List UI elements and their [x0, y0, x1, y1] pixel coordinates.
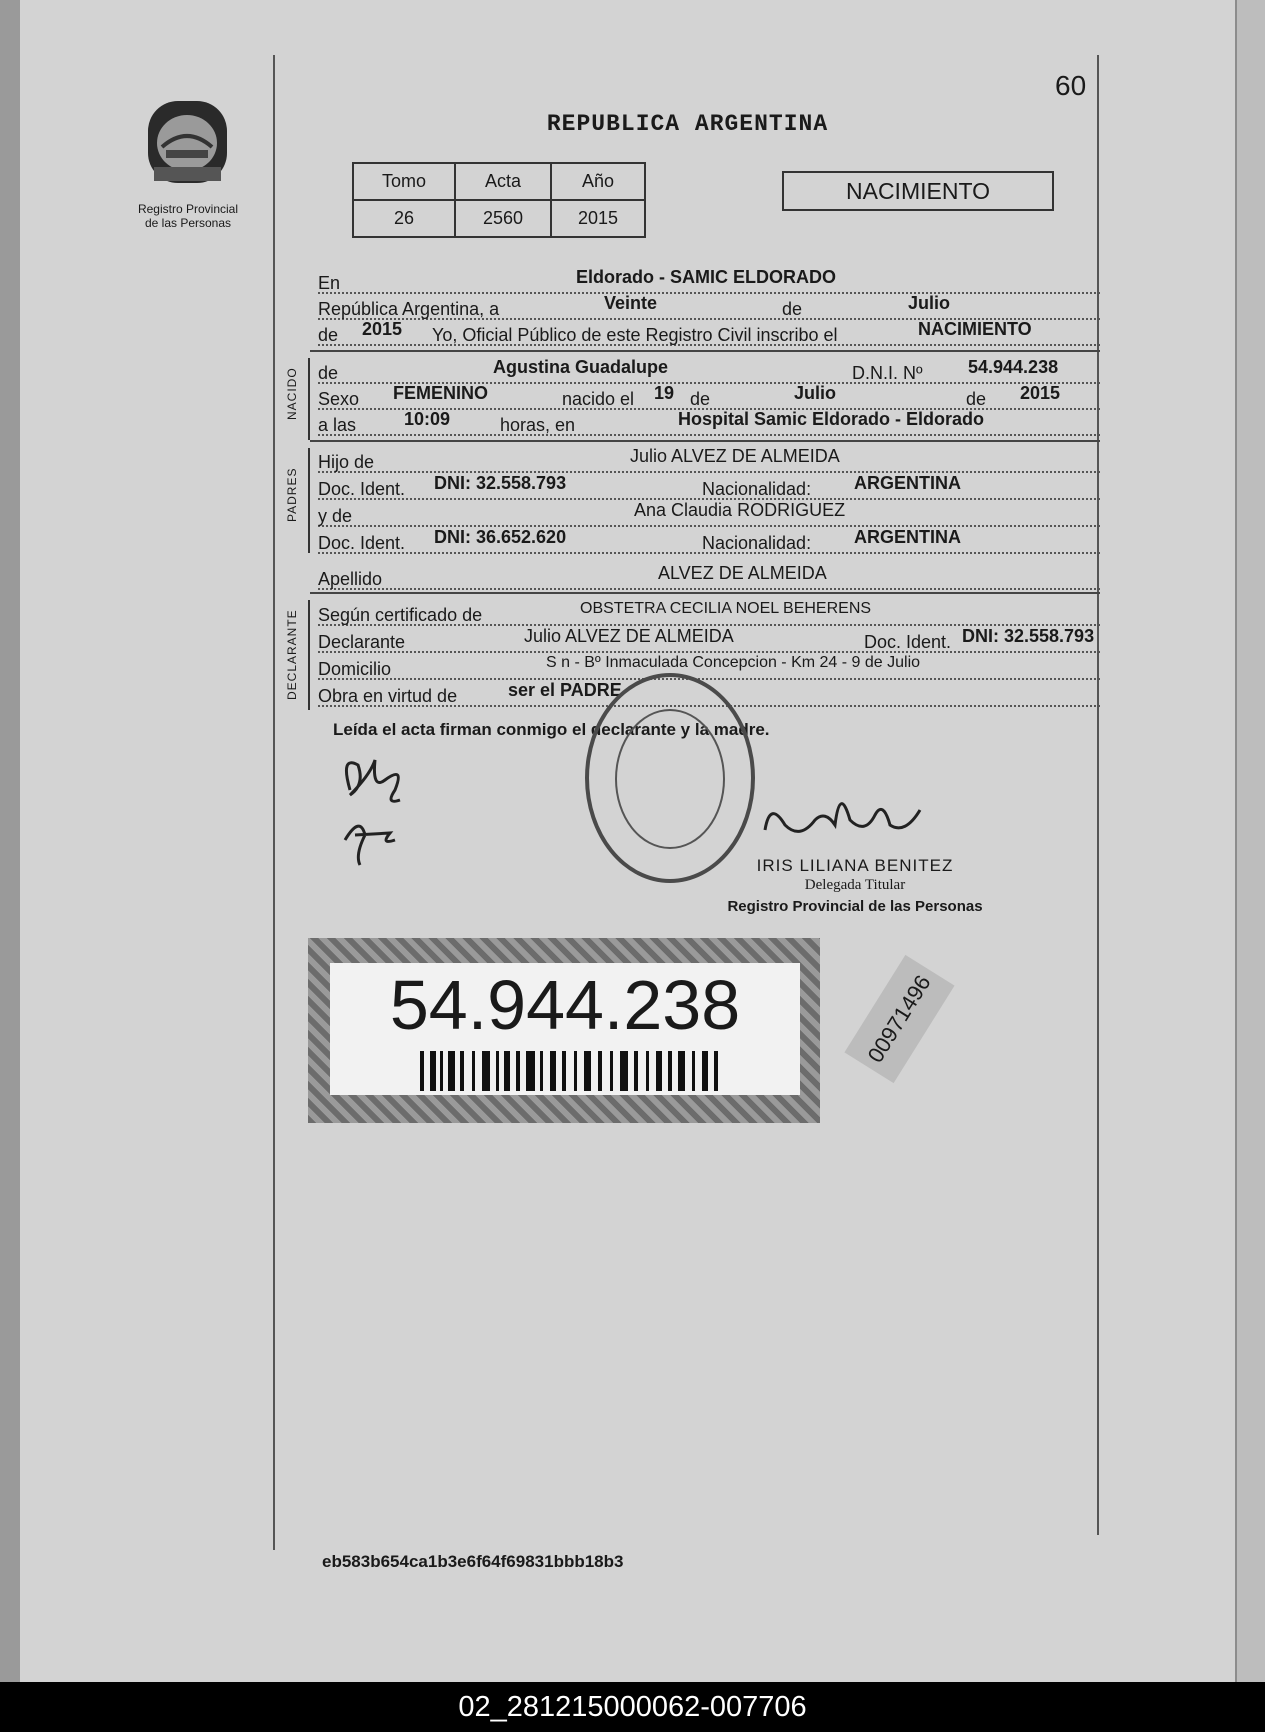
row-year	[318, 319, 1100, 346]
value-capacity: ser el PADRE	[508, 680, 622, 700]
officer-name: IRIS LILIANA BENITEZ	[756, 856, 954, 875]
padres-bracket	[308, 448, 310, 553]
value-declarant-doc: DNI: 32.558.793	[962, 626, 1095, 646]
row-sex	[318, 383, 1100, 410]
row-place	[318, 267, 1100, 294]
label-en: En	[318, 273, 341, 293]
closing-statement: Leída el acta firman conmigo el declarante y la madre.	[333, 720, 770, 739]
frame-left-line	[273, 55, 275, 1550]
official-stamp	[585, 673, 755, 883]
value-mother: Ana Claudia RODRIGUEZ	[634, 500, 846, 520]
row-name	[318, 357, 1100, 384]
nacido-bracket	[308, 358, 310, 440]
label-de-name: de	[318, 363, 339, 383]
value-birth-place: Hospital Samic Eldorado - Eldorado	[678, 409, 985, 429]
seal-caption-line1: Registro Provincial	[137, 202, 239, 216]
value-declarant: Julio ALVEZ DE ALMEIDA	[524, 626, 734, 646]
value-day-words: Veinte	[604, 293, 658, 313]
divider-3	[310, 592, 1100, 594]
value-place: Eldorado - SAMIC ELDORADO	[576, 267, 836, 287]
value-acta: 2560	[455, 200, 551, 237]
left-page-edge	[0, 0, 20, 1682]
label-father-doc: Doc. Ident.	[318, 479, 406, 499]
barcode-number: 54.944.238	[389, 966, 741, 1044]
label-de-year: de	[318, 325, 339, 345]
value-dni: 54.944.238	[968, 357, 1059, 377]
value-name: Agustina Guadalupe	[493, 357, 669, 377]
label-segun: Según certificado de	[318, 605, 483, 625]
label-mother-nationality: Nacionalidad:	[702, 533, 812, 553]
row-time	[318, 409, 1100, 436]
officer-signature-icon	[755, 780, 925, 855]
label-de2: de	[690, 389, 711, 409]
label-obra: Obra en virtud de	[318, 686, 458, 706]
row-surname	[318, 563, 1100, 590]
officer-title: Delegada Titular	[804, 877, 906, 893]
document-hash: eb583b654ca1b3e6f64f69831bbb18b3	[322, 1552, 624, 1571]
officer-office: Registro Provincial de las Personas	[727, 898, 983, 915]
footer-filename: 02_281215000062-007706	[0, 1682, 1265, 1732]
row-mother-doc	[318, 527, 1100, 554]
serial-number-tag: 00971496	[844, 955, 954, 1083]
declarante-bracket	[308, 600, 310, 710]
value-father-doc: DNI: 32.558.793	[434, 473, 567, 493]
stamp-inner-ring	[615, 709, 725, 849]
label-sexo: Sexo	[318, 389, 360, 409]
header-tomo: Tomo	[353, 163, 455, 200]
divider-2	[310, 440, 1100, 442]
value-address: S n - Bº Inmaculada Concepcion - Km 24 - 9 de Julio	[546, 654, 921, 671]
right-page-edge	[1235, 0, 1265, 1682]
value-time: 10:09	[404, 409, 451, 429]
seal-caption	[118, 202, 258, 230]
label-a-las: a las	[318, 415, 357, 435]
label-de: de	[782, 299, 803, 319]
registry-table	[352, 162, 646, 238]
label-y-de: y de	[318, 506, 353, 526]
row-address	[318, 656, 1100, 680]
value-certificate: OBSTETRA CECILIA NOEL BEHERENS	[580, 600, 872, 617]
value-father: Julio ALVEZ DE ALMEIDA	[630, 446, 840, 466]
page-title: REPUBLICA ARGENTINA	[546, 111, 829, 137]
seal-caption-line2: de las Personas	[144, 216, 232, 230]
label-domicilio: Domicilio	[318, 659, 392, 679]
value-birth-year: 2015	[1020, 383, 1061, 403]
value-tomo: 26	[353, 200, 455, 237]
label-republica: República Argentina, a	[318, 299, 500, 319]
section-label-nacido: NACIDO	[285, 367, 299, 420]
section-label-padres: PADRES	[285, 467, 299, 522]
label-hijo-de: Hijo de	[318, 452, 375, 472]
label-horas-en: horas, en	[500, 415, 576, 435]
label-dni: D.N.I. Nº	[852, 363, 923, 383]
label-de3: de	[966, 389, 987, 409]
value-birth-day: 19	[654, 383, 675, 403]
row-father-doc	[318, 473, 1100, 500]
section-label-declarante: DECLARANTE	[285, 609, 299, 700]
divider-1	[310, 350, 1100, 352]
label-declarante: Declarante	[318, 632, 406, 652]
label-nacido-el: nacido el	[562, 389, 635, 409]
value-mother-doc: DNI: 36.652.620	[434, 527, 567, 547]
value-year: 2015	[362, 319, 403, 339]
value-event: NACIMIENTO	[918, 319, 1032, 339]
header-anio: Año	[551, 163, 645, 200]
value-birth-month: Julio	[794, 383, 837, 403]
province-seal-icon	[140, 95, 235, 190]
folio-number: 60	[1055, 70, 1087, 101]
label-yo: Yo, Oficial Público de este Registro Civil inscribo el	[432, 325, 838, 345]
row-certificate	[318, 602, 1100, 626]
barcode-label	[308, 938, 820, 1123]
value-month: Julio	[908, 293, 951, 313]
value-surname: ALVEZ DE ALMEIDA	[658, 563, 827, 583]
row-mother	[318, 500, 1100, 527]
barcode-icon	[420, 1051, 720, 1091]
label-father-nationality: Nacionalidad:	[702, 479, 812, 499]
row-father	[318, 446, 1100, 473]
header-acta: Acta	[455, 163, 551, 200]
declarant-signature-icon	[330, 745, 420, 870]
value-anio: 2015	[551, 200, 645, 237]
label-declarant-doc: Doc. Ident.	[864, 632, 952, 652]
barcode-area	[330, 963, 800, 1095]
row-declarant	[318, 626, 1100, 653]
value-sex: FEMENINO	[393, 383, 489, 403]
label-apellido: Apellido	[318, 569, 383, 589]
value-father-nationality: ARGENTINA	[854, 473, 961, 493]
value-mother-nationality: ARGENTINA	[854, 527, 961, 547]
record-type-box: NACIMIENTO	[782, 171, 1054, 211]
row-date	[318, 293, 1100, 320]
label-mother-doc: Doc. Ident.	[318, 533, 406, 553]
